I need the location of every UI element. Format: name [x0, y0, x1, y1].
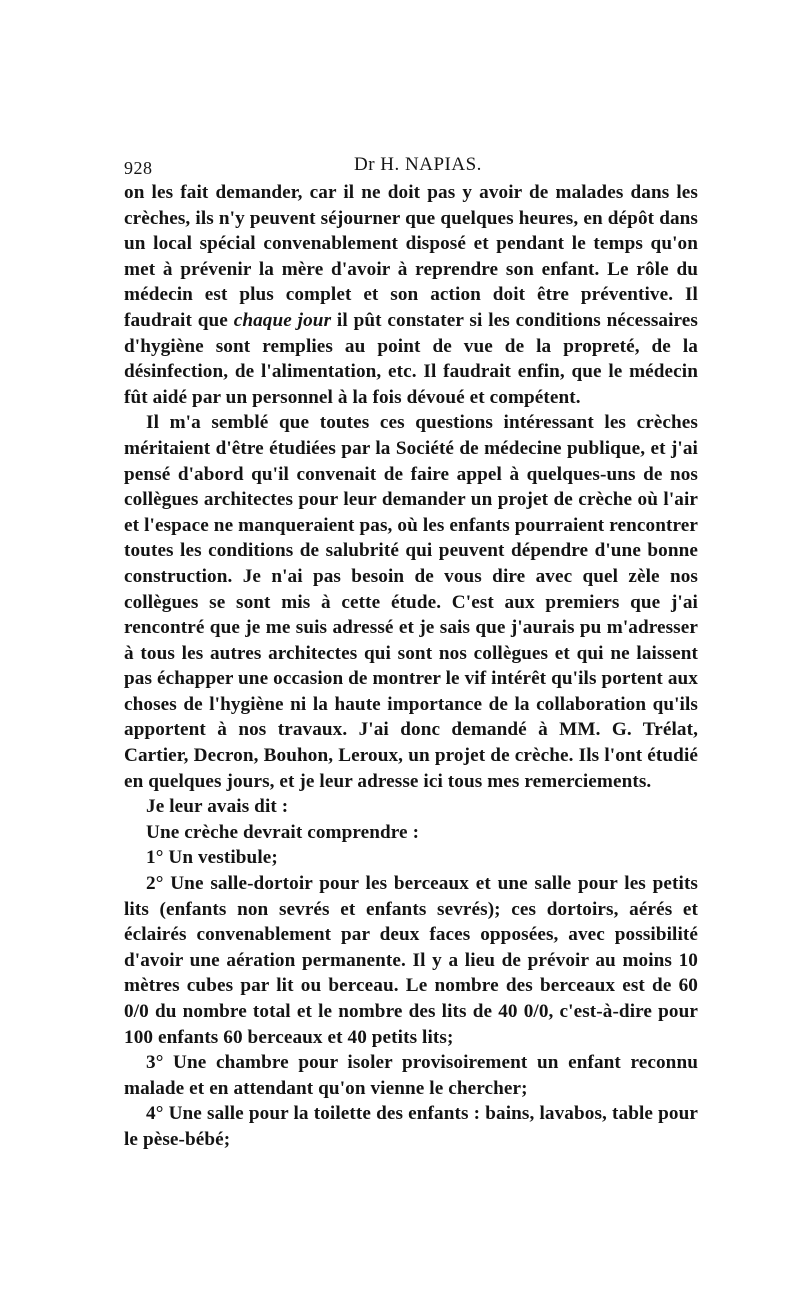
list-item-2: 2° Une salle-dortoir pour les berceaux et une salle pour les petits lits (enfants non sevrés et enfants sevrés); ces dortoirs, aérés et éclairés convenablement par deux faces opposées, avec possibilité d'avoir une aération permanente. Il y a lieu de prévoir au moins 10 mètres cubes par lit ou berceau. Le nombre des berceaux est de 60 0/0 du nombre total et le nombre des lits de 40 0/0, c'est-à-dire pour 100 enfants 60 berceaux et 40 petits lits; [124, 873, 698, 1048]
running-header [124, 150, 698, 180]
paragraph-4: Une crèche devrait comprendre : [146, 821, 420, 843]
list-item-4: 4° Une salle pour la toilette des enfants : bains, lavabos, table pour le pèse-bébé; [124, 1103, 698, 1150]
paragraph-1-rest: il pût constater si les conditions nécessaires d'hygiène sont remplies au point de vue de la propreté, de la désinfection, de l'alimentation, etc. Il faudrait enfin, que le médecin fût aidé par un personnel à la fois dévoué et compétent. [124, 309, 698, 408]
list-item-3: 3° Une chambre pour isoler provisoirement un enfant reconnu malade et en attendant qu'on vienne le chercher; [124, 1052, 698, 1099]
document-page [124, 150, 698, 1153]
paragraph-3: Je leur avais dit : [146, 796, 289, 818]
list-item-1: 1° Un vestibule; [146, 847, 278, 869]
paragraph-2: Il m'a semblé que toutes ces questions intéressant les crèches méritaient d'être étudiées par la Société de médecine publique, et j'ai pensé d'abord qu'il convenait de faire appel à quelques-uns de nos collègues architectes pour leur demander un projet de crèche où l'air et l'espace ne manqueraient pas, où les enfants pourraient rencontrer toutes les conditions de salubrité qui peuvent dépendre d'une bonne construction. Je n'ai pas besoin de vous dire avec quel zèle nos collègues se sont mis à cette étude. C'est aux premiers que j'ai rencontré que je me suis adressé et je sais que j'aurais pu m'adresser à tous les autres architectes qui sont nos collègues et qui ne laissent pas échapper une occasion de montrer le vif intérêt qu'ils portent aux choses de l'hygiène ni la haute importance de la collaboration qu'ils apportent à nos travaux. J'ai donc demandé à MM. G. Trélat, Cartier, Decron, Bouhon, Leroux, un projet de crèche. Ils l'ont étudié en quelques jours, et je leur adresse ici tous mes remerciements. [124, 412, 698, 792]
emphasis-chaque-jour: chaque jour [233, 309, 332, 331]
paragraph-1-text: on les fait demander, car il ne doit pas y avoir de malades dans les crèches, ils n'y peuvent séjourner que quelques heures, en dépôt dans un local spécial convenablement disposé et pendant le temps qu'on met à prévenir la mère d'avoir à reprendre son enfant. Le rôle du médecin est plus complet et son action doit être préventive. Il faudrait que [124, 182, 698, 331]
paragraph-continuation [124, 180, 698, 410]
page-number: 928 [124, 158, 153, 178]
body-text [124, 180, 698, 1153]
running-title: Dr H. NAPIAS. [354, 154, 482, 175]
